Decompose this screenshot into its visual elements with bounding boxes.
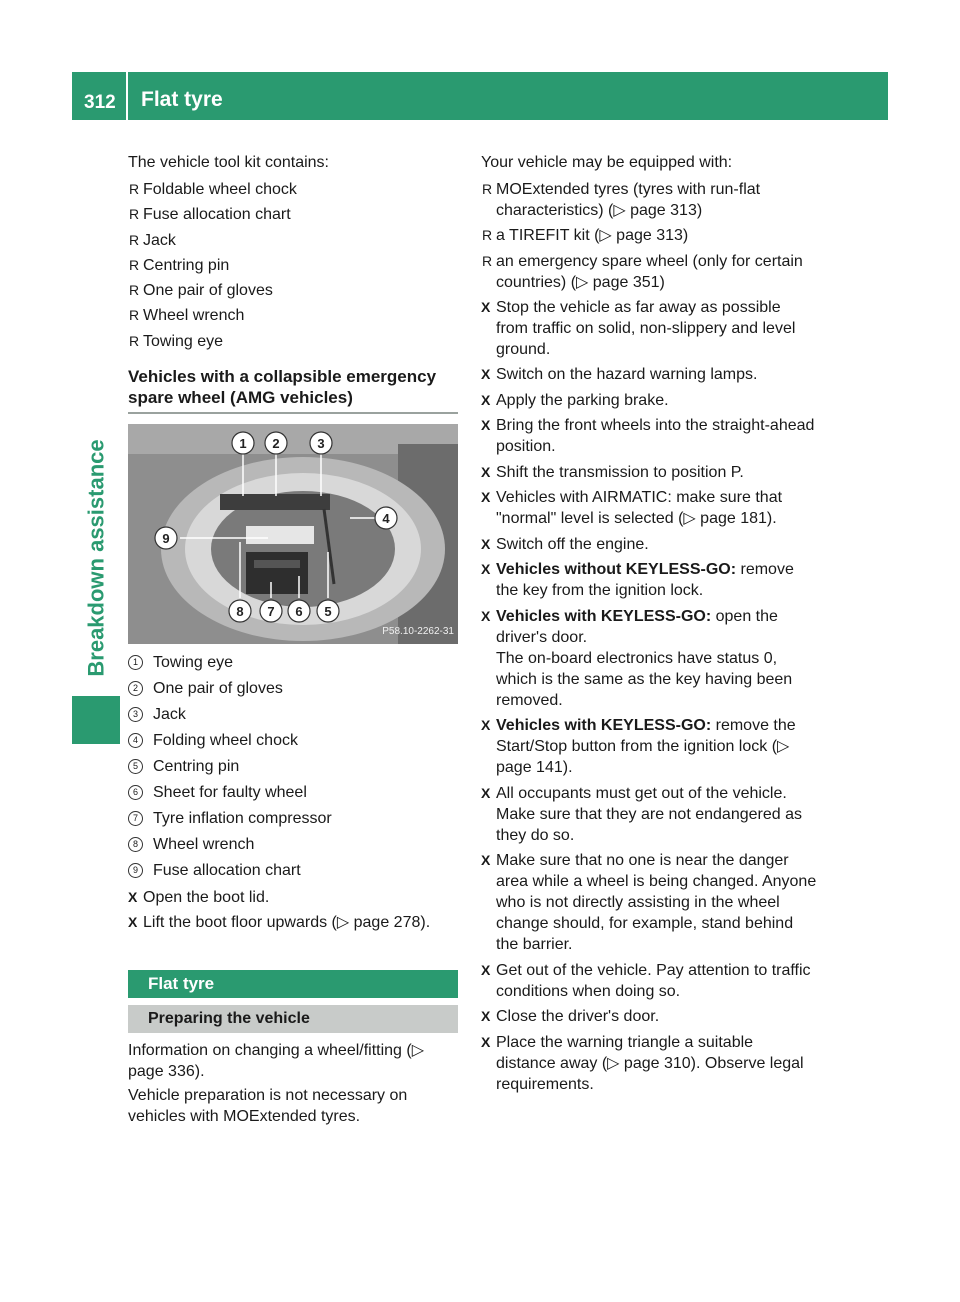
subsection-title-bar	[128, 1005, 458, 1033]
list-item: R Towing eye	[128, 331, 458, 352]
legend-item	[128, 652, 458, 673]
list-item: R Jack	[128, 230, 458, 251]
legend-item	[128, 860, 458, 881]
legend-number: 4	[128, 733, 143, 748]
header-divider	[126, 72, 128, 120]
figure-legend	[128, 652, 458, 881]
info-paragraph: Vehicle preparation is not necessary on vehicles with MOExtended tyres.	[128, 1086, 408, 1125]
step-item: X Apply the parking brake.	[481, 390, 817, 411]
kit-list	[128, 179, 458, 352]
legend-item	[128, 834, 458, 855]
legend-text: Tyre inflation compressor	[153, 809, 332, 827]
list-item: R MOExtended tyres (tyres with run-flat characteristics) (▷ page 313)	[481, 179, 817, 221]
legend-number: 9	[128, 863, 143, 878]
list-item: R Fuse allocation chart	[128, 204, 458, 225]
legend-item	[128, 678, 458, 699]
step-item: X Switch on the hazard warning lamps.	[481, 364, 817, 385]
legend-number: 3	[128, 707, 143, 722]
legend-text: Centring pin	[153, 757, 240, 775]
kit-intro: The vehicle tool kit contains:	[128, 154, 329, 171]
step-item: X Shift the transmission to position P.	[481, 462, 817, 483]
step-item: X Vehicles with KEYLESS-GO: remove the Start/Stop button from the ignition lock (▷ page 141).	[481, 715, 817, 778]
callout-4: 4	[382, 510, 390, 526]
legend-text: Jack	[153, 705, 186, 723]
side-tab-block	[72, 696, 120, 744]
left-steps	[128, 887, 458, 934]
callout-8: 8	[236, 603, 244, 619]
callout-3: 3	[317, 435, 325, 451]
side-tab-label: Breakdown assistance	[83, 439, 109, 677]
legend-text: Fuse allocation chart	[153, 861, 301, 879]
callout-1: 1	[239, 435, 247, 451]
legend-item	[128, 782, 458, 803]
callout-7: 7	[267, 603, 275, 619]
step-item: X Place the warning triangle a suitable distance away (▷ page 310). Observe legal requirements.	[481, 1032, 817, 1095]
page-number: 312	[84, 92, 116, 113]
list-item: R Foldable wheel chock	[128, 179, 458, 200]
callout-5: 5	[324, 603, 332, 619]
legend-text: Sheet for faulty wheel	[153, 783, 307, 801]
step-item: X All occupants must get out of the vehicle. Make sure that they are not endangered as they do so.	[481, 783, 817, 846]
legend-text: Towing eye	[153, 653, 234, 671]
list-item: R Centring pin	[128, 255, 458, 276]
info-paragraph: Information on changing a wheel/fitting (▷ page 336).	[128, 1041, 425, 1080]
figure-code: P58.10-2262-31	[382, 625, 454, 637]
legend-number: 5	[128, 759, 143, 774]
legend-text: Wheel wrench	[153, 835, 255, 853]
legend-item	[128, 808, 458, 829]
legend-number: 2	[128, 681, 143, 696]
list-item: R an emergency spare wheel (only for certain countries) (▷ page 351)	[481, 251, 817, 293]
legend-item	[128, 704, 458, 725]
legend-number: 6	[128, 785, 143, 800]
legend-item	[128, 730, 458, 751]
section-title: Flat tyre	[148, 973, 215, 993]
step-item: X Open the boot lid.	[128, 887, 458, 908]
step-item: X Get out of the vehicle. Pay attention to traffic conditions when doing so.	[481, 960, 817, 1002]
section-subheading: Vehicles with a collapsible emergency spare wheel (AMG vehicles)	[128, 366, 458, 414]
spare-wheel-illustration	[128, 424, 458, 644]
legend-number: 1	[128, 655, 143, 670]
list-item: R Wheel wrench	[128, 305, 458, 326]
right-steps	[481, 297, 817, 1095]
step-item: X Vehicles without KEYLESS-GO: remove the key from the ignition lock.	[481, 559, 817, 601]
section-title-bar	[128, 970, 458, 998]
step-item: X Lift the boot floor upwards (▷ page 278).	[128, 912, 458, 933]
step-continuation: The on-board electronics have status 0, which is the same as the key having been removed.	[496, 649, 793, 709]
legend-number: 8	[128, 837, 143, 852]
callout-9: 9	[162, 530, 170, 546]
left-column	[128, 152, 458, 1127]
equip-list	[481, 179, 817, 293]
step-item: X Close the driver's door.	[481, 1006, 817, 1027]
step-item: X Stop the vehicle as far away as possible from traffic on solid, non-slippery and level ground.	[481, 297, 817, 360]
list-item: R One pair of gloves	[128, 280, 458, 301]
equip-intro: Your vehicle may be equipped with:	[481, 154, 733, 171]
step-item: X Bring the front wheels into the straight-ahead position.	[481, 415, 817, 457]
step-item: X Make sure that no one is near the danger area while a wheel is being changed. Anyone who is not directly assisting in the wheel change should, for example, stand behind the barrier.	[481, 850, 817, 955]
legend-text: Folding wheel chock	[153, 731, 298, 749]
subsection-title: Preparing the vehicle	[148, 1009, 310, 1027]
step-item: X Vehicles with AIRMATIC: make sure that "normal" level is selected (▷ page 181).	[481, 487, 817, 529]
step-item: X Vehicles with KEYLESS-GO: open the driver's door. The on-board electronics have status 0, which is the same as the key having been removed.	[481, 606, 817, 711]
right-column	[481, 152, 817, 1099]
legend-number: 7	[128, 811, 143, 826]
legend-text: One pair of gloves	[153, 679, 283, 697]
page-title: Flat tyre	[141, 88, 223, 111]
callout-2: 2	[272, 435, 280, 451]
list-item: R a TIREFIT kit (▷ page 313)	[481, 225, 817, 246]
legend-item	[128, 756, 458, 777]
spare-wheel-figure	[128, 424, 458, 644]
callout-6: 6	[295, 603, 303, 619]
step-item: X Switch off the engine.	[481, 534, 817, 555]
